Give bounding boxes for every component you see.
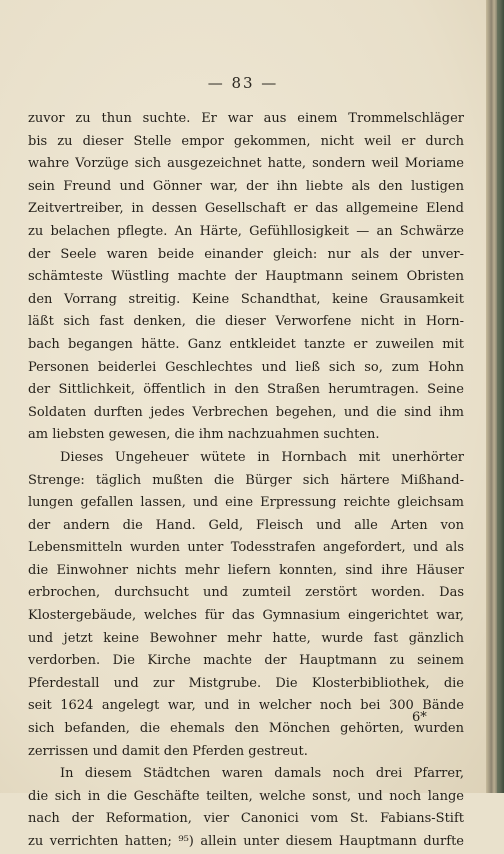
signature-mark: 6* [412,710,427,725]
text-line: schämteste Wüstling machte der Hauptmann seinem Obristen [28,269,464,285]
text-line: Zeitvertreiber, in dessen Gesellschaft er das allgemeine Elend [28,201,464,217]
page-edge-shadow [486,0,504,793]
text-line: Personen beiderlei Geschlechtes und ließ sich so, zum Hohn [28,359,464,375]
text-line: Pferdestall und zur Mistgrube. Die Klosterbibliothek, die [28,675,464,691]
text-line: Klostergebäude, welches für das Gymnasium eingerichtet war, [28,608,464,624]
text-line: nach der Reformation, vier Canonici vom St. Fabians-Stift [28,811,464,827]
text-line: der andern die Hand. Geld, Fleisch und alle Arten von [28,517,464,533]
text-line: seit 1624 angelegt war, und in welcher noch bei 300 Bände [28,698,464,714]
text-line: sein Freund und Gönner war, der ihn liebte als den lustigen [28,178,464,194]
text-line: Lebensmitteln wurden unter Todesstrafen angefordert, und als [28,540,464,556]
text-line: sich befanden, die ehemals den Mönchen gehörten, wurden [28,721,464,737]
text-line: den Vorrang streitig. Keine Schandthat, keine Grausamkeit [28,291,464,307]
text-line: Dieses Ungeheuer wütete in Hornbach mit unerhörter [60,449,464,465]
text-line: erbrochen, durchsucht und zumteil zerstört worden. Das [28,585,464,601]
binding-strip [497,0,500,793]
text-line: zu belachen pflegte. An Härte, Gefühllosigkeit — an Schwärze [28,223,464,239]
text-line: bach begangen hätte. Ganz entkleidet tanzte er zuweilen mit [28,336,464,352]
text-line: die Einwohner nichts mehr liefern konnten, sind ihre Häuser [28,562,464,578]
text-line: läßt sich fast denken, die dieser Verworfene nicht in Horn- [28,314,464,330]
text-line: bis zu dieser Stelle empor gekommen, nicht weil er durch [28,133,464,149]
text-line: In diesem Städtchen waren damals noch drei Pfarrer, [60,766,464,782]
text-line: lungen gefallen lassen, und eine Erpressung reichte gleichsam [28,495,464,511]
text-line: Strenge: täglich mußten die Bürger sich härtere Mißhand- [28,472,464,488]
page-number-header: — 83 — [207,74,279,92]
text-line: am liebsten gewesen, die ihm nachzuahmen suchten. [28,427,380,443]
text-line: der Sittlichkeit, öffentlich in den Straßen herumtragen. Seine [28,382,464,398]
text-line: wahre Vorzüge sich ausgezeichnet hatte, sondern weil Moriame [28,156,464,172]
text-line: zerrissen und damit den Pferden gestreut. [28,743,308,759]
body-text [28,108,464,854]
text-line: zu verrichten hatten; ⁹⁵) allein unter diesem Hauptmann durfte [28,834,464,849]
text-line: verdorben. Die Kirche machte der Hauptmann zu seinem [28,653,464,669]
text-line: und jetzt keine Bewohner mehr hatte, wurde fast gänzlich [28,630,464,646]
text-line: der Seele waren beide einander gleich: nur als der unver- [28,246,464,262]
text-line: die sich in die Geschäfte teilten, welche sonst, und noch lange [28,788,464,804]
text-line: zuvor zu thun suchte. Er war aus einem Trommelschläger [28,111,464,126]
text-line: Soldaten durften jedes Verbrechen begehen, und die sind ihm [28,404,464,420]
